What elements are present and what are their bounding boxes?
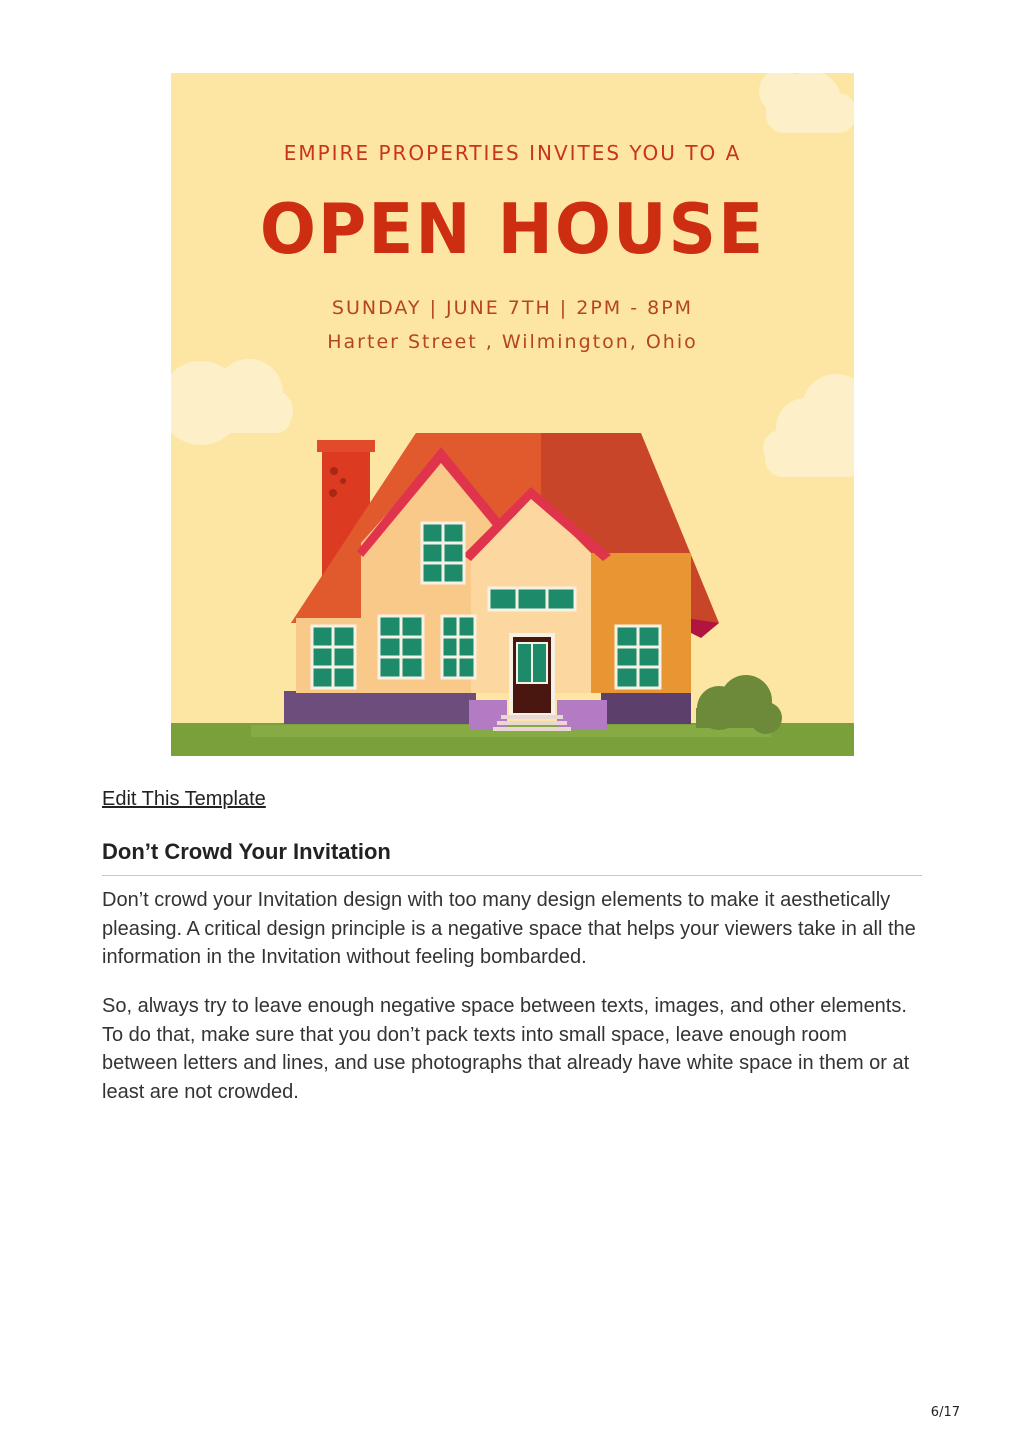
flyer-headline: OPEN HOUSE <box>259 189 766 270</box>
window-band <box>489 588 575 610</box>
paragraph: So, always try to leave enough negative space between texts, images, and other elements. To do that, make sure that you don’t pack texts into small space, leave enough room between letters and lines, and use photographs that already have white space in them or at least are not crowded. <box>102 995 910 1103</box>
window-upper <box>422 523 464 583</box>
flyer-date-line: SUNDAY | JUNE 7TH | 2PM - 8PM <box>331 297 694 319</box>
front-door <box>509 633 555 715</box>
window-mid <box>379 616 423 678</box>
cloud-top-right <box>759 73 854 133</box>
house-illustration <box>171 73 854 756</box>
cloud-left <box>171 359 293 445</box>
paragraph: Don’t crowd your Invitation design with too many design elements to make it aesthetically pleasing. A critical design principle is a negative space that helps your viewers take in all the information in the Invitation without feeling bombarded. <box>102 889 916 968</box>
front-steps <box>493 715 571 731</box>
edit-template-link[interactable]: Edit This Template <box>102 788 266 810</box>
flyer-invite-line: EMPIRE PROPERTIES INVITES YOU TO A <box>283 141 742 165</box>
bush <box>696 675 782 734</box>
page-number: 6/17 <box>930 1405 960 1420</box>
heading-divider <box>102 875 922 876</box>
window-left <box>312 626 355 688</box>
open-house-flyer-image <box>171 73 854 756</box>
section-heading: Don’t Crowd Your Invitation <box>102 839 391 864</box>
flyer-address-line: Harter Street , Wilmington, Ohio <box>327 331 698 353</box>
window-center <box>442 616 475 678</box>
cloud-right <box>763 374 854 477</box>
window-right <box>616 626 660 688</box>
